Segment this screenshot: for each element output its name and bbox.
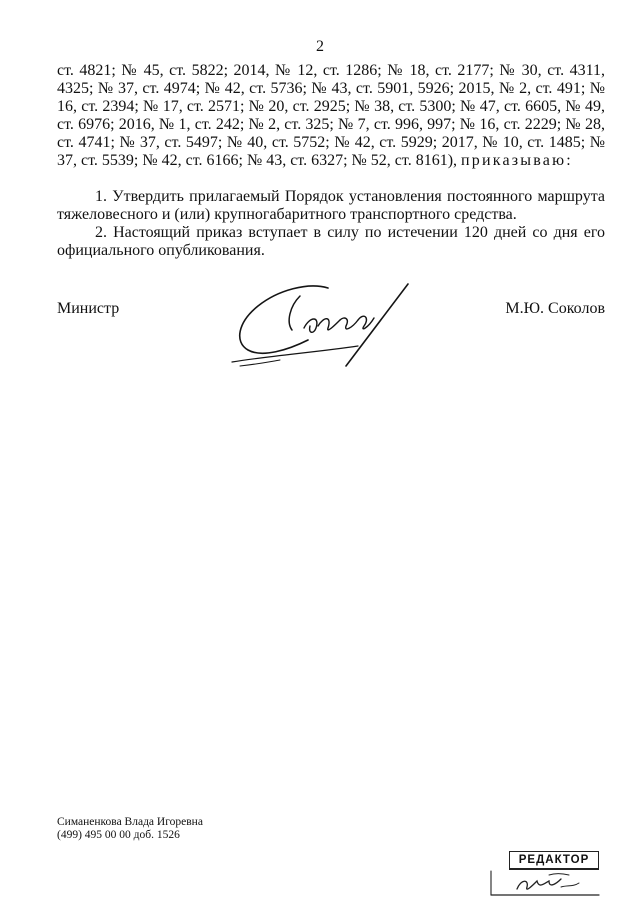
legal-references-paragraph	[57, 62, 605, 170]
legal-references-text: ст. 4821; № 45, ст. 5822; 2014, № 12, ст. 1286; № 18, ст. 2177; № 30, ст. 4311, 4325; № 37, ст. 4974; № 42, ст. 5736; № 43, ст. 5901, 5926; 2015, № 2, ст. 491; № 16, ст. 2394; № 17, ст. 2571; № 20, ст. 2925; № 38, ст. 5300; № 47, ст. 6605, № 49, ст. 6976; 2016, № 1, ст. 242; № 2, ст. 325; № 7, ст. 996, 997; № 16, ст. 2229; № 28, ст. 4741; № 37, ст. 5497; № 40, ст. 5752; № 42, ст. 5929; 2017, № 10, ст. 1485; № 37, ст. 5539; № 42, ст. 6166; № 43, ст. 6327; № 52, ст. 8161),	[57, 62, 605, 169]
executor-phone: (499) 495 00 00 доб. 1526	[57, 829, 180, 841]
order-item-2: 2. Настоящий приказ вступает в силу по истечении 120 дней со дня его официального опубликования.	[57, 224, 605, 259]
handwritten-signature	[228, 276, 418, 372]
signatory-name: М.Ю. Соколов	[505, 300, 605, 317]
order-item-1: 1. Утвердить прилагаемый Порядок установления постоянного маршрута тяжеловесного и (или) крупногабаритного транспортного средства.	[57, 188, 605, 223]
page-number: 2	[316, 38, 324, 55]
editor-stamp-label: РЕДАКТОР	[509, 851, 599, 870]
signatory-title: Министр	[57, 300, 120, 317]
editor-initials	[489, 869, 601, 897]
order-colon: :	[566, 152, 571, 169]
order-word: приказываю	[461, 152, 567, 169]
order-body	[57, 62, 605, 260]
executor-name: Симаненкова Влада Игоревна	[57, 816, 203, 828]
editor-stamp	[509, 851, 601, 895]
executor-block	[57, 816, 203, 842]
